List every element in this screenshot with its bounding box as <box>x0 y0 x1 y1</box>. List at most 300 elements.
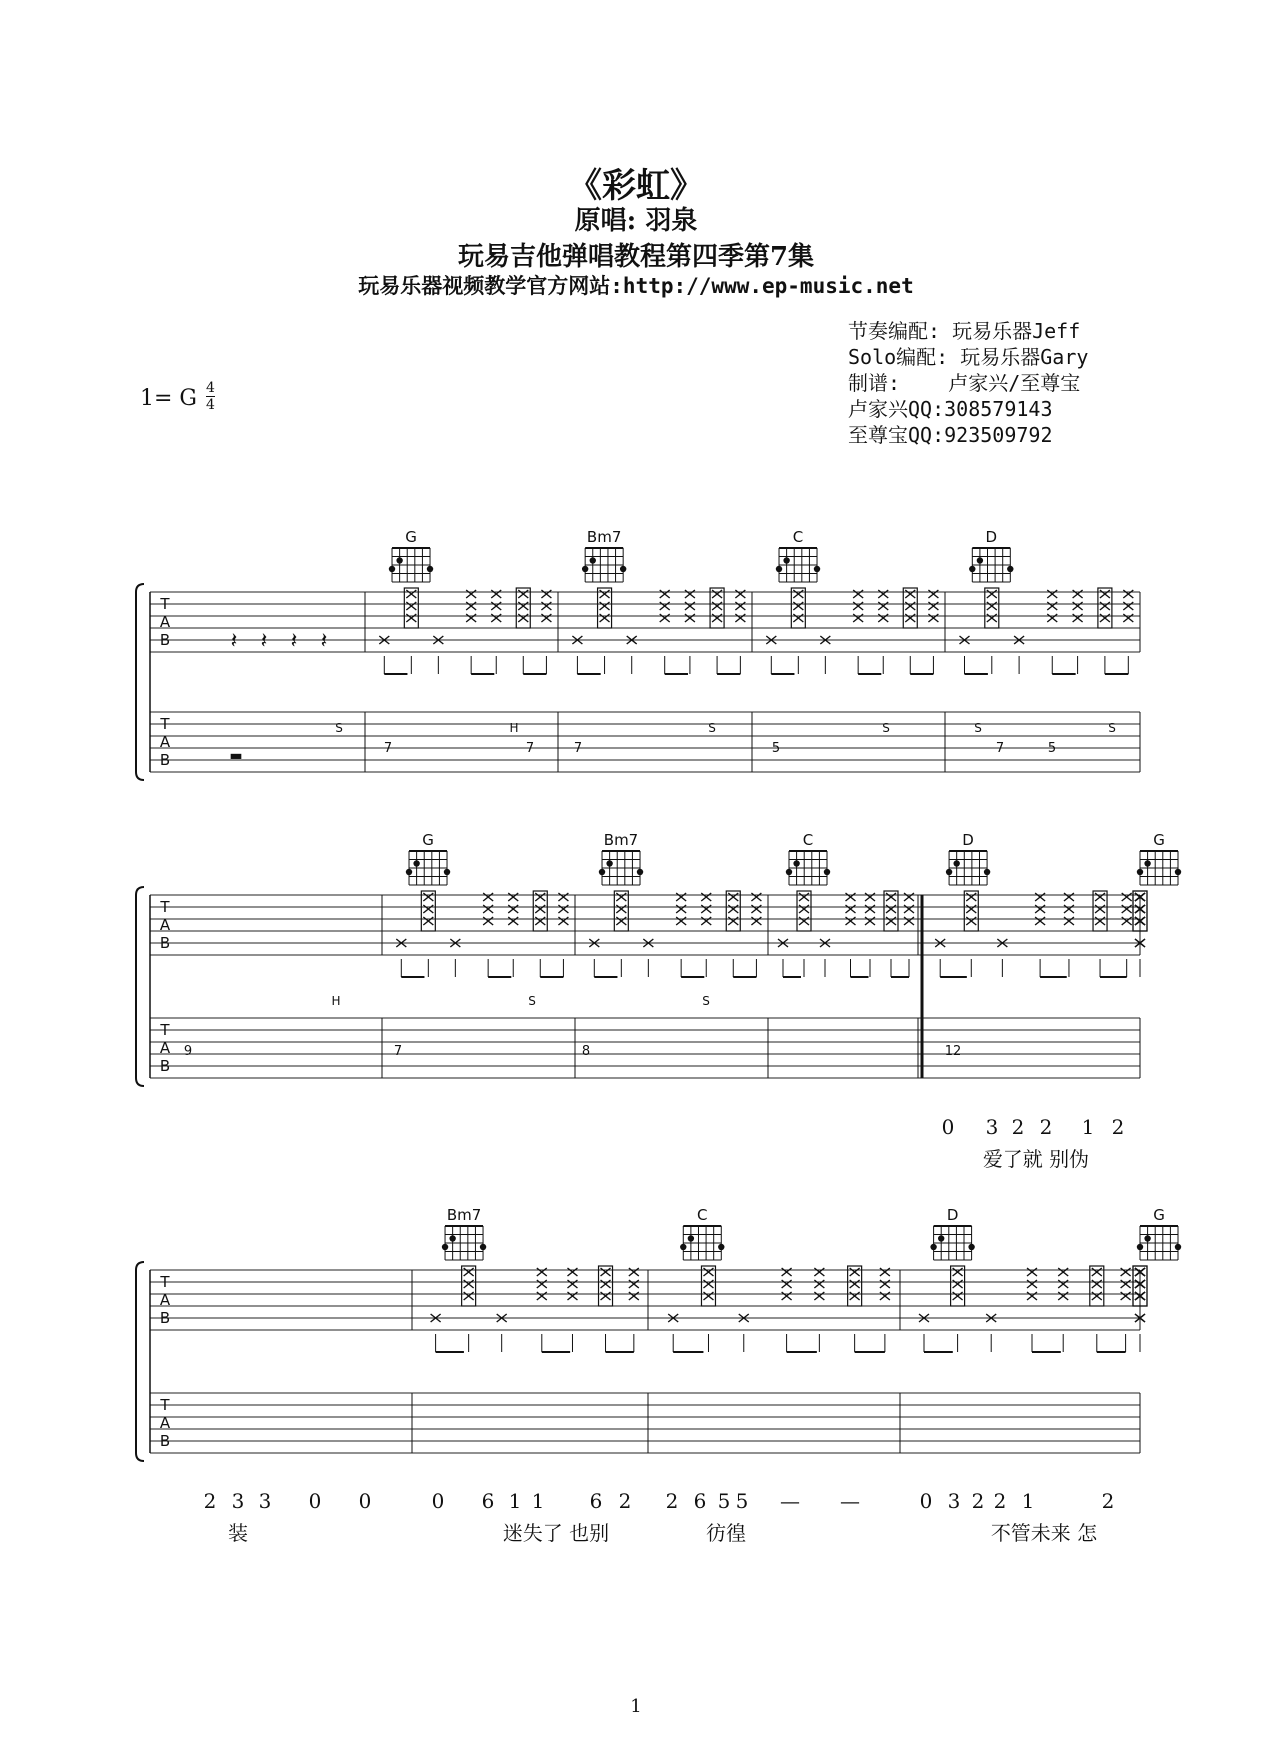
strum-cross <box>904 917 914 925</box>
strum-cross <box>423 905 433 913</box>
technique-mark: H <box>509 721 519 735</box>
solo-fret: 7 <box>393 1044 403 1059</box>
strum-cross <box>878 602 888 610</box>
strum-cross <box>508 905 518 913</box>
strum-cross <box>703 1292 713 1300</box>
credit-qq2: 至尊宝QQ:923509792 <box>848 423 1053 447</box>
tab-label-b: B <box>159 1432 171 1450</box>
strum-cross <box>966 905 976 913</box>
strum-cross <box>406 590 416 598</box>
strum-cross <box>1095 893 1105 901</box>
strum-cross <box>558 917 568 925</box>
strum-cross <box>846 917 856 925</box>
chord-dot <box>946 869 952 875</box>
jianpu-note: 2 <box>1039 1115 1053 1139</box>
strum-cross <box>728 917 738 925</box>
strum-cross <box>905 590 915 598</box>
strum-cross <box>660 590 670 598</box>
key-signature: 1= G <box>140 386 197 411</box>
lesson-line: 玩易吉他弹唱教程第四季第7集 <box>457 242 815 272</box>
strum-cross <box>928 614 938 622</box>
strum-cross <box>886 905 896 913</box>
strum-cross <box>905 602 915 610</box>
rest-symbol: 𝄽 <box>320 629 328 654</box>
chord-dot <box>814 566 820 572</box>
strum-cross <box>541 614 551 622</box>
technique-mark: S <box>528 994 536 1008</box>
strum-cross <box>928 590 938 598</box>
strum-cross <box>1092 1268 1102 1276</box>
strum-cross <box>953 1268 963 1276</box>
chord-name-m1: Bm7 <box>586 528 622 546</box>
chord-dot <box>824 869 830 875</box>
strum-cross <box>518 602 528 610</box>
strum-cross <box>853 602 863 610</box>
strum-cross <box>600 614 610 622</box>
chord-dot <box>969 566 975 572</box>
strum-cross <box>616 917 626 925</box>
strum-cross <box>1100 602 1110 610</box>
strum-cross <box>904 893 914 901</box>
strum-cross <box>1100 590 1110 598</box>
technique-mark: S <box>882 721 890 735</box>
strum-cross <box>1035 917 1045 925</box>
solo-fret: 5 <box>1047 741 1057 756</box>
strum-cross <box>793 614 803 622</box>
jianpu-note: 6 <box>481 1489 495 1513</box>
strum-cross <box>1095 917 1105 925</box>
strum-cross <box>703 1280 713 1288</box>
strum-cross <box>676 917 686 925</box>
strum-cross <box>491 602 501 610</box>
strum-cross <box>865 905 875 913</box>
strum-cross <box>1064 917 1074 925</box>
strum-cross <box>1123 590 1133 598</box>
jianpu-note: — <box>840 1489 860 1513</box>
strum-cross <box>735 590 745 598</box>
tab-label-a: A <box>159 1414 171 1432</box>
solo-fret: 8 <box>581 1044 591 1059</box>
jianpu-note: 6 <box>589 1489 603 1513</box>
chord-name-m0: Bm7 <box>446 1206 482 1224</box>
jianpu-note: 2 <box>665 1489 679 1513</box>
strum-cross <box>1058 1280 1068 1288</box>
jianpu-note: 1 <box>1081 1115 1095 1139</box>
strum-cross <box>880 1280 890 1288</box>
chord-dot <box>984 869 990 875</box>
jianpu-note: 0 <box>941 1115 955 1139</box>
strum-cross <box>966 893 976 901</box>
chord-dot <box>776 566 782 572</box>
strum-cross <box>865 893 875 901</box>
strum-cross <box>1064 905 1074 913</box>
strum-cross <box>1035 905 1045 913</box>
chord-dot <box>1007 566 1013 572</box>
chord-name-m1: C <box>697 1206 708 1224</box>
technique-mark: S <box>708 721 716 735</box>
strum-cross <box>483 905 493 913</box>
strum-cross <box>751 917 761 925</box>
strum-cross <box>1073 614 1083 622</box>
strum-cross <box>601 1292 611 1300</box>
strum-cross <box>464 1268 474 1276</box>
jianpu-note: 1 <box>508 1489 522 1513</box>
strum-cross <box>953 1280 963 1288</box>
credit-notation: 制谱: 卢家兴/至尊宝 <box>848 371 1081 395</box>
strum-cross <box>751 905 761 913</box>
chord-name-m0: G <box>405 528 417 546</box>
jianpu-note: 5 <box>717 1489 731 1513</box>
chord-dot <box>953 860 959 866</box>
chord-dot <box>637 869 643 875</box>
tab-label-a: A <box>159 613 171 631</box>
jianpu-note: 0 <box>308 1489 322 1513</box>
strum-cross <box>880 1292 890 1300</box>
technique-mark: S <box>1108 721 1116 735</box>
chord-dot <box>968 1244 974 1250</box>
chord-dot <box>1175 1244 1181 1250</box>
strum-cross <box>1064 893 1074 901</box>
strum-cross <box>782 1268 792 1276</box>
chord-dot <box>413 860 419 866</box>
chord-name-m1: Bm7 <box>603 831 639 849</box>
rest-symbol: 𝄽 <box>230 629 238 654</box>
strum-cross <box>1047 614 1057 622</box>
tab-label-a: A <box>159 1039 171 1057</box>
strum-cross <box>1121 1280 1131 1288</box>
strum-cross <box>1122 917 1132 925</box>
strum-cross <box>676 893 686 901</box>
chord-dot <box>786 869 792 875</box>
jianpu-note: — <box>780 1489 800 1513</box>
tab-label-b: B <box>159 1309 171 1327</box>
strum-cross <box>865 917 875 925</box>
strum-cross <box>1123 602 1133 610</box>
strum-cross <box>600 602 610 610</box>
half-rest: ▬ <box>229 748 243 764</box>
strum-cross <box>616 893 626 901</box>
chord-dot <box>606 860 612 866</box>
strum-cross <box>701 905 711 913</box>
strum-cross <box>464 1280 474 1288</box>
strum-cross <box>799 917 809 925</box>
strum-cross <box>853 614 863 622</box>
strum-cross <box>406 602 416 610</box>
jianpu-note: 0 <box>358 1489 372 1513</box>
chord-name-m0: G <box>422 831 434 849</box>
strum-cross <box>814 1268 824 1276</box>
chord-dot <box>449 1235 455 1241</box>
strum-cross <box>850 1292 860 1300</box>
strum-cross <box>601 1268 611 1276</box>
strum-cross <box>1095 905 1105 913</box>
strum-cross <box>1092 1292 1102 1300</box>
tab-label-b: B <box>159 1057 171 1075</box>
strum-cross <box>1121 1268 1131 1276</box>
strum-cross <box>953 1292 963 1300</box>
chord-dot <box>977 557 983 563</box>
jianpu-note: 2 <box>993 1489 1007 1513</box>
strum-cross <box>535 893 545 901</box>
strum-cross <box>1035 893 1045 901</box>
solo-fret: 9 <box>183 1044 193 1059</box>
chord-dot <box>793 860 799 866</box>
strum-cross <box>878 614 888 622</box>
time-top: 4 <box>206 380 215 396</box>
jianpu-note: 3 <box>231 1489 245 1513</box>
system-bracket <box>136 1262 144 1461</box>
strum-cross <box>685 614 695 622</box>
chord-dot <box>590 557 596 563</box>
strum-cross <box>799 893 809 901</box>
strum-cross <box>466 590 476 598</box>
strum-cross <box>850 1268 860 1276</box>
strum-cross <box>987 602 997 610</box>
strum-cross <box>1123 614 1133 622</box>
chord-name-m4: G <box>1153 831 1165 849</box>
chord-dot <box>480 1244 486 1250</box>
tab-label-a: A <box>159 916 171 934</box>
strum-cross <box>541 590 551 598</box>
lyric-line: 装 <box>228 1521 248 1545</box>
chord-name-m2: C <box>802 831 814 849</box>
jianpu-note: 1 <box>1021 1489 1035 1513</box>
strum-cross <box>600 590 610 598</box>
strum-cross <box>880 1268 890 1276</box>
strum-cross <box>535 917 545 925</box>
strum-cross <box>712 602 722 610</box>
tab-label-a: A <box>159 733 171 751</box>
strum-cross <box>886 893 896 901</box>
strum-cross <box>751 893 761 901</box>
chord-dot <box>783 557 789 563</box>
strum-cross <box>685 590 695 598</box>
strum-cross <box>886 917 896 925</box>
credit-qq1: 卢家兴QQ:308579143 <box>848 397 1053 421</box>
strum-cross <box>966 917 976 925</box>
strum-cross <box>735 602 745 610</box>
chord-dot <box>599 869 605 875</box>
strum-cross <box>814 1280 824 1288</box>
strum-cross <box>728 905 738 913</box>
chord-name-m2: C <box>792 528 804 546</box>
page-number: 1 <box>630 1696 642 1717</box>
chord-dot <box>1175 869 1181 875</box>
strum-cross <box>853 590 863 598</box>
strum-cross <box>537 1292 547 1300</box>
jianpu-note: 5 <box>735 1489 749 1513</box>
lyric-line: 爱了就 别伪 <box>982 1147 1090 1171</box>
credit-solo: Solo编配: 玩易乐器Gary <box>848 345 1089 369</box>
strum-cross <box>846 905 856 913</box>
jianpu-note: 0 <box>431 1489 445 1513</box>
jianpu-note: 3 <box>947 1489 961 1513</box>
strum-cross <box>483 917 493 925</box>
strum-cross <box>464 1292 474 1300</box>
jianpu-note: 2 <box>203 1489 217 1513</box>
strum-cross <box>660 602 670 610</box>
strum-cross <box>1058 1268 1068 1276</box>
technique-mark: S <box>702 994 710 1008</box>
chord-dot <box>688 1235 694 1241</box>
strum-cross <box>928 602 938 610</box>
tab-label-t: T <box>160 1273 170 1291</box>
strum-cross <box>676 905 686 913</box>
jianpu-note: 2 <box>971 1489 985 1513</box>
strum-cross <box>1027 1292 1037 1300</box>
strum-cross <box>712 590 722 598</box>
jianpu-note: 2 <box>1011 1115 1025 1139</box>
strum-cross <box>905 614 915 622</box>
strum-cross <box>1027 1280 1037 1288</box>
strum-cross <box>537 1280 547 1288</box>
strum-cross <box>541 602 551 610</box>
strum-cross <box>814 1292 824 1300</box>
strum-cross <box>616 905 626 913</box>
strum-cross <box>1047 590 1057 598</box>
strum-cross <box>601 1280 611 1288</box>
solo-fret: 5 <box>771 741 781 756</box>
system-bracket <box>136 584 144 780</box>
tab-label-t: T <box>160 595 170 613</box>
strum-cross <box>1121 1292 1131 1300</box>
song-title: 《彩虹》 <box>568 166 704 206</box>
strum-cross <box>629 1292 639 1300</box>
strum-cross <box>567 1268 577 1276</box>
strum-cross <box>1073 602 1083 610</box>
strum-cross <box>987 590 997 598</box>
strum-cross <box>987 614 997 622</box>
strum-cross <box>685 602 695 610</box>
strum-cross <box>793 602 803 610</box>
jianpu-note: 3 <box>258 1489 272 1513</box>
tab-label-a: A <box>159 1291 171 1309</box>
strum-cross <box>558 905 568 913</box>
tab-label-t: T <box>160 1021 170 1039</box>
strum-cross <box>846 893 856 901</box>
chord-name-m3: G <box>1153 1206 1165 1224</box>
chord-dot <box>1137 1244 1143 1250</box>
chord-dot <box>1137 869 1143 875</box>
strum-cross <box>567 1280 577 1288</box>
strum-cross <box>701 893 711 901</box>
credit-rhythm: 节奏编配: 玩易乐器Jeff <box>848 319 1081 343</box>
website-line: 玩易乐器视频教学官方网站:http://www.ep-music.net <box>358 274 914 298</box>
chord-dot <box>396 557 402 563</box>
system-bracket <box>136 887 144 1086</box>
rest-symbol: 𝄽 <box>290 629 298 654</box>
strum-cross <box>1047 602 1057 610</box>
tab-label-b: B <box>159 934 171 952</box>
lyric-line: 不管未来 怎 <box>990 1521 1098 1545</box>
chord-dot <box>442 1244 448 1250</box>
solo-fret: 12 <box>944 1044 962 1059</box>
chord-dot <box>389 566 395 572</box>
chord-dot <box>718 1244 724 1250</box>
strum-cross <box>466 614 476 622</box>
chord-dot <box>1144 1235 1150 1241</box>
tab-label-b: B <box>159 631 171 649</box>
jianpu-note: 3 <box>985 1115 999 1139</box>
strum-cross <box>483 893 493 901</box>
strum-cross <box>535 905 545 913</box>
chord-dot <box>938 1235 944 1241</box>
chord-name-m3: D <box>962 831 974 849</box>
chord-dot <box>427 566 433 572</box>
strum-cross <box>1100 614 1110 622</box>
technique-mark: S <box>974 721 982 735</box>
jianpu-note: 2 <box>1111 1115 1125 1139</box>
chord-dot <box>406 869 412 875</box>
strum-cross <box>629 1280 639 1288</box>
strum-cross <box>850 1280 860 1288</box>
strum-cross <box>782 1280 792 1288</box>
strum-cross <box>406 614 416 622</box>
strum-cross <box>703 1268 713 1276</box>
chord-dot <box>1144 860 1150 866</box>
strum-cross <box>878 590 888 598</box>
chord-dot <box>680 1244 686 1250</box>
rest-symbol: 𝄽 <box>260 629 268 654</box>
strum-cross <box>712 614 722 622</box>
chord-dot <box>620 566 626 572</box>
strum-cross <box>491 590 501 598</box>
strum-cross <box>629 1268 639 1276</box>
strum-cross <box>1092 1280 1102 1288</box>
strum-cross <box>1027 1268 1037 1276</box>
strum-cross <box>508 917 518 925</box>
strum-cross <box>491 614 501 622</box>
strum-cross <box>423 917 433 925</box>
technique-mark: H <box>331 994 341 1008</box>
chord-name-m2: D <box>946 1206 959 1224</box>
tab-label-t: T <box>160 1396 170 1414</box>
strum-cross <box>904 905 914 913</box>
solo-fret: 7 <box>525 741 535 756</box>
chord-dot <box>582 566 588 572</box>
strum-cross <box>799 905 809 913</box>
strum-cross <box>1058 1292 1068 1300</box>
strum-cross <box>701 917 711 925</box>
tab-label-t: T <box>160 715 170 733</box>
solo-fret: 7 <box>383 741 393 756</box>
strum-cross <box>735 614 745 622</box>
strum-cross <box>508 893 518 901</box>
strum-cross <box>518 614 528 622</box>
strum-cross <box>567 1292 577 1300</box>
jianpu-note: 6 <box>693 1489 707 1513</box>
solo-fret: 7 <box>995 741 1005 756</box>
strum-cross <box>1122 893 1132 901</box>
strum-cross <box>793 590 803 598</box>
strum-cross <box>1122 905 1132 913</box>
tab-label-t: T <box>160 898 170 916</box>
lyric-line: 彷徨 <box>706 1521 746 1545</box>
lyric-line: 迷失了 也别 <box>502 1521 610 1545</box>
tab-label-b: B <box>159 751 171 769</box>
strum-cross <box>558 893 568 901</box>
chord-name-m3: D <box>985 528 998 546</box>
strum-cross <box>466 602 476 610</box>
strum-cross <box>537 1268 547 1276</box>
tab-systems <box>136 528 1181 1545</box>
singer-line: 原唱: 羽泉 <box>574 206 698 236</box>
strum-cross <box>1073 590 1083 598</box>
jianpu-note: 0 <box>919 1489 933 1513</box>
jianpu-note: 1 <box>531 1489 545 1513</box>
strum-cross <box>782 1292 792 1300</box>
strum-cross <box>518 590 528 598</box>
